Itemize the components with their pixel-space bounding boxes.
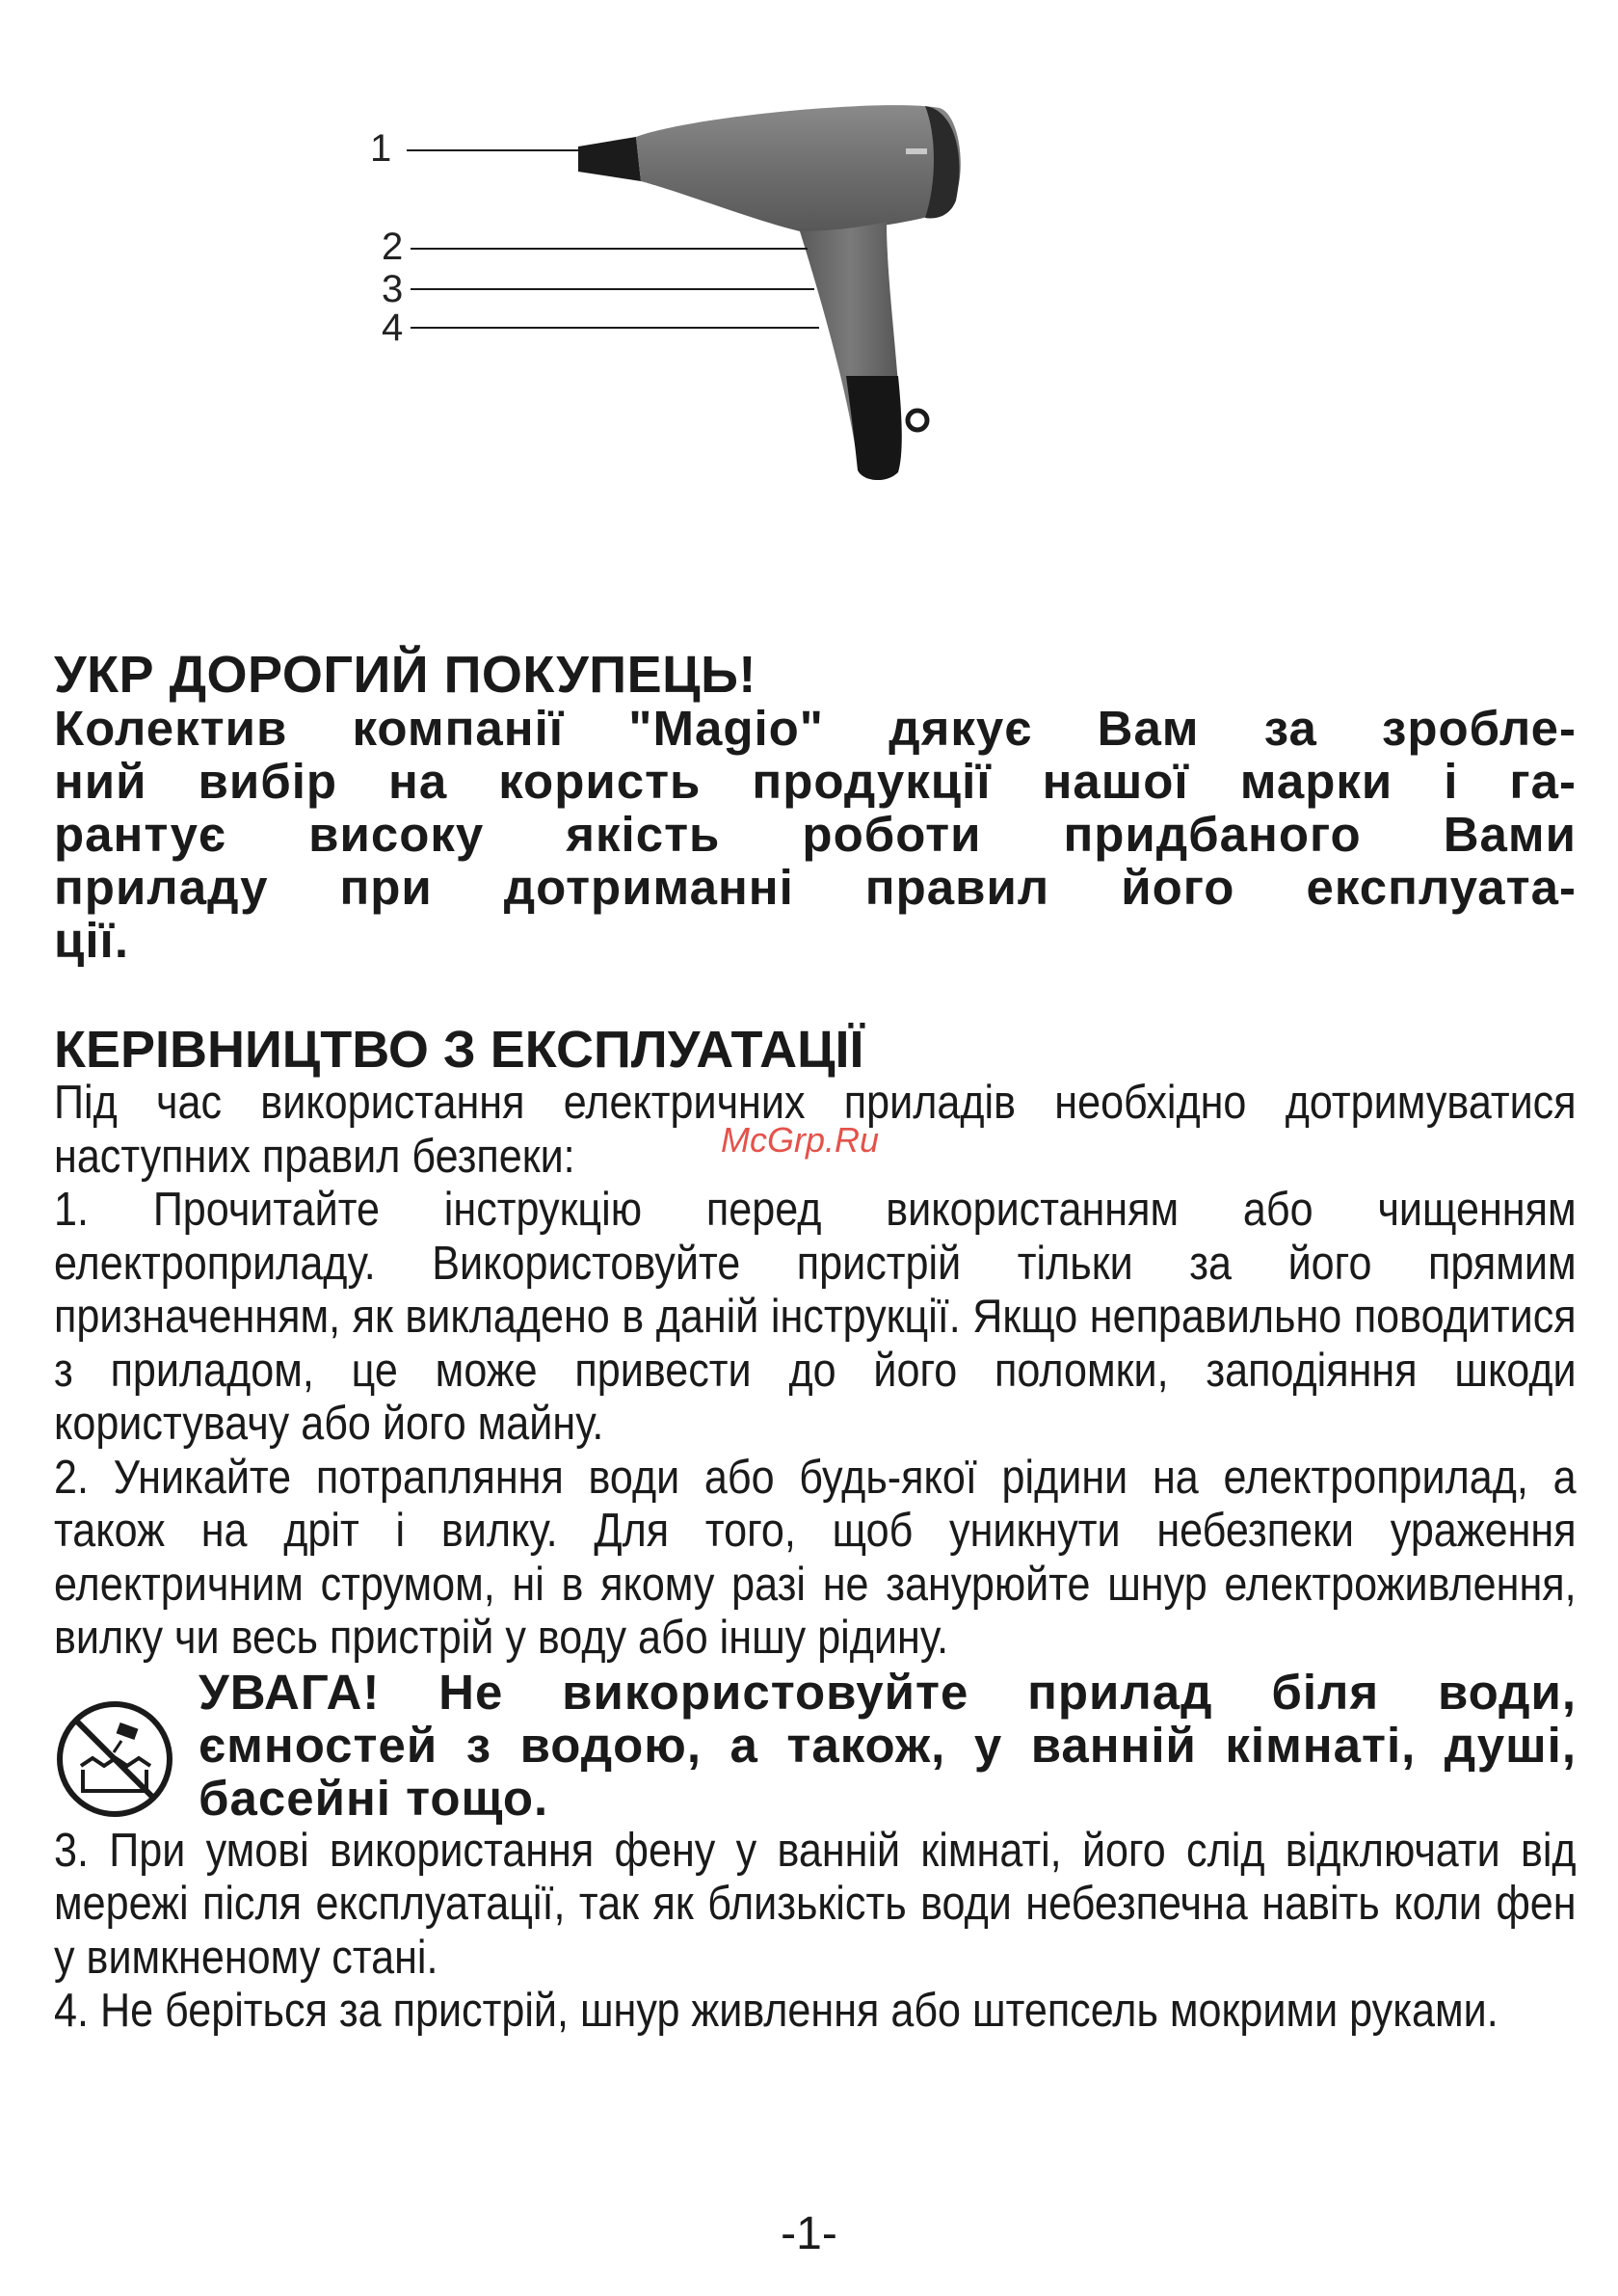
- hair-dryer-illustration: [347, 87, 964, 511]
- callout-1: 1: [370, 127, 392, 170]
- greeting-line: ний вибір на користь продукції нашої марки і га-: [54, 754, 1577, 809]
- rule-2: 2. Уникайте потрапляння води або будь-якої рідини на електроприлад, а також на дріт і вилку. Для того, щоб уникнути небезпеки ураження електричним струмом, ні в якому разі не занурюйте шнур електроживлення, вилку чи весь пристрій у воду або іншу рідину.: [54, 1451, 1577, 1664]
- warning-block: [54, 1666, 1577, 1825]
- greeting-title: УКР ДОРОГИЙ ПОКУПЕЦЬ!: [54, 646, 756, 704]
- hair-dryer-figure: [347, 87, 964, 511]
- hanging-loop: [908, 411, 927, 430]
- greeting-line: рантує високу якість роботи придбаного Вами: [54, 807, 1577, 862]
- rule-3: 3. При умові використання фену у ванній кімнаті, його слід відключати від мережі після експлуатації, так як близькість води небезпечна навіть коли фен у вимкненому стані.: [54, 1824, 1577, 1984]
- greeting-line: ції.: [54, 913, 130, 968]
- nozzle: [578, 137, 641, 181]
- page-content: [54, 648, 1577, 2039]
- no-water-icon: [54, 1698, 175, 1820]
- callout-4: 4: [382, 307, 404, 349]
- dryer-body: [636, 105, 961, 233]
- manual-title: КЕРІВНИЦТВО З ЕКСПЛУАТАЦІЇ: [54, 1021, 864, 1079]
- callout-2: 2: [382, 226, 404, 268]
- greeting-line: Колектив компанії "Magio" дякує Вам за зробле-: [54, 701, 1577, 756]
- greeting-text: [54, 702, 1577, 967]
- callout-3: 3: [382, 268, 404, 310]
- rule-4: 4. Не беріться за пристрій, шнур живлення або штепсель мокрими руками.: [54, 1985, 1499, 2037]
- safety-intro: Під час використання електричних приладів необхідно дотримуватися наступних правил безпеки:: [54, 1077, 1577, 1183]
- page-number: -1-: [781, 2208, 837, 2259]
- warning-text: УВАГА! Не використовуйте прилад біля води, ємностей з водою, а також, у ванній кімнаті, душі, басейні тощо.: [199, 1664, 1577, 1826]
- brand-mark: [906, 148, 927, 154]
- greeting-line: приладу при дотриманні правил його експлуата-: [54, 860, 1577, 915]
- watermark: McGrp.Ru: [721, 1120, 880, 1160]
- handle-base: [846, 376, 902, 480]
- rule-1: 1. Прочитайте інструкцію перед використанням або чищенням електроприладу. Використовуйте пристрій тільки за його прямим призначенням, як викладено в даній інструкції. Якщо неправильно поводитися з приладом, це може привести до його поломки, заподіяння шкоди користувачу або його майну.: [54, 1184, 1577, 1450]
